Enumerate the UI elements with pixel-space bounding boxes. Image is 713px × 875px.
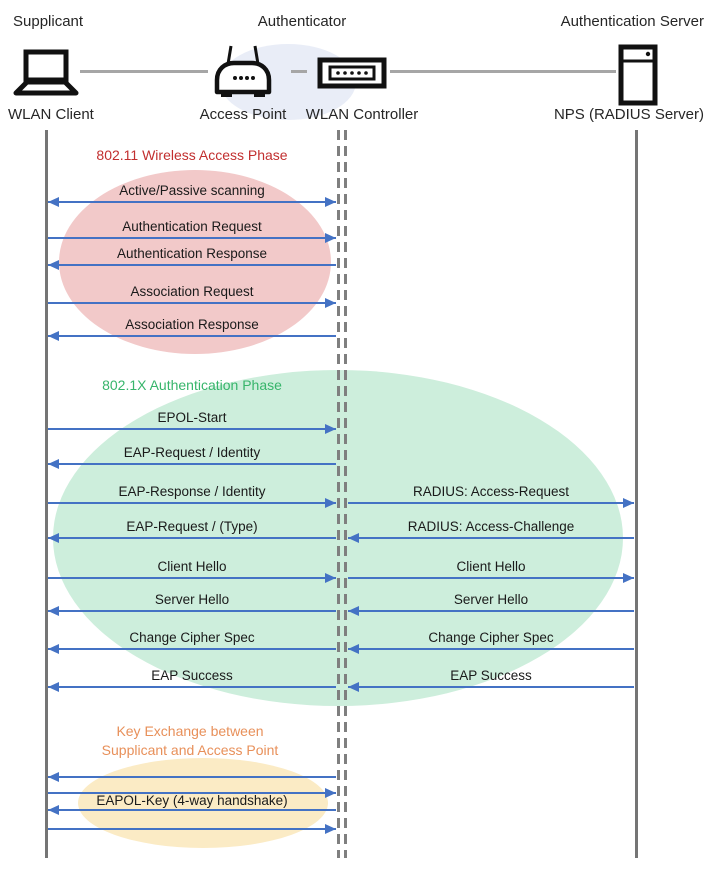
device-label-wlan-client: WLAN Client xyxy=(8,106,94,123)
wireless-access-point-icon xyxy=(210,42,276,104)
phase-title-802-11: 802.11 Wireless Access Phase xyxy=(96,147,288,163)
phase-title-line-1: Key Exchange between xyxy=(116,723,264,739)
message-label: Server Hello xyxy=(453,592,529,607)
role-label-authentication-server: Authentication Server xyxy=(560,13,704,30)
device-label-nps-radius-server: NPS (RADIUS Server) xyxy=(553,106,704,123)
message-label: Change Cipher Spec xyxy=(428,630,554,645)
role-label-authenticator: Authenticator xyxy=(257,13,347,30)
message-arrow xyxy=(48,771,336,783)
device-label-access-point: Access Point xyxy=(199,106,287,123)
message-label: Association Response xyxy=(125,317,259,332)
connector-line xyxy=(80,70,208,73)
message-label: Client Hello xyxy=(157,559,227,574)
message-label: Server Hello xyxy=(154,592,230,607)
laptop-icon xyxy=(12,48,80,102)
message-label: Authentication Request xyxy=(122,219,262,234)
lifeline-authenticator-right xyxy=(344,130,347,858)
wlan-controller-icon xyxy=(317,57,387,89)
server-icon xyxy=(618,44,658,106)
message-label: EAP-Response / Identity xyxy=(118,484,266,499)
message-arrow xyxy=(48,823,336,835)
message-label: Change Cipher Spec xyxy=(129,630,255,645)
phase-title-line-2: Supplicant and Access Point xyxy=(101,742,279,758)
message-label: Association Request xyxy=(130,284,254,299)
message-label: EAP-Request / Identity xyxy=(123,445,261,460)
message-label: Client Hello xyxy=(456,559,526,574)
message-label: EAPOL-Key (4-way handshake) xyxy=(96,793,288,808)
message-label: EAP Success xyxy=(151,668,233,683)
message-label: Authentication Response xyxy=(116,246,268,261)
device-label-wlan-controller: WLAN Controller xyxy=(305,106,419,123)
message-label: Active/Passive scanning xyxy=(119,183,265,198)
message-label: EAP-Request / (Type) xyxy=(126,519,258,534)
role-label-supplicant: Supplicant xyxy=(13,13,84,30)
message-label: EPOL-Start xyxy=(157,410,227,425)
phase-title-key-exchange xyxy=(50,722,330,760)
message-label: RADIUS: Access-Challenge xyxy=(407,519,575,534)
connector-line xyxy=(390,70,616,73)
lifeline-authentication-server xyxy=(635,130,638,858)
connector-dash xyxy=(291,70,307,73)
lifeline-authenticator-left xyxy=(337,130,340,858)
phase-title-802-1x: 802.1X Authentication Phase xyxy=(102,377,282,393)
message-label: RADIUS: Access-Request xyxy=(412,484,570,499)
message-label: EAP Success xyxy=(450,668,532,683)
